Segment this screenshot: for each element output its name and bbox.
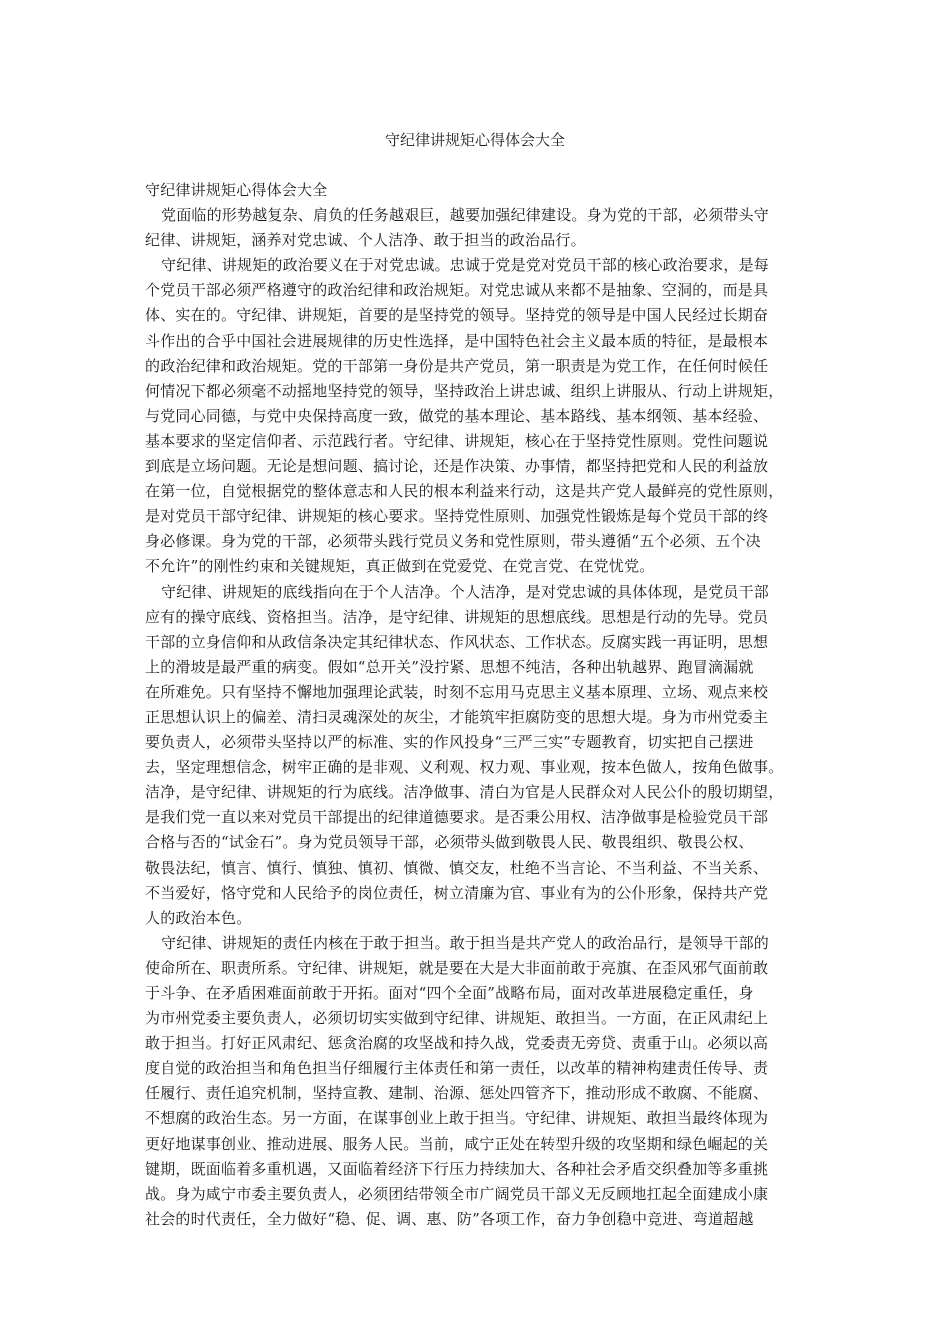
document-body	[145, 178, 805, 1232]
body-line: 使命所在、职责所系。守纪律、讲规矩，就是要在大是大非面前敢于亮旗、在歪风邪气面前敢	[145, 958, 769, 977]
body-line: 党面临的形势越复杂、肩负的任务越艰巨，越要加强纪律建设。身为党的干部，必须带头守	[161, 206, 770, 225]
body-line: 要负责人，必须带头坚持以严的标准、实的作风投身“三严三实”专题教育，切实把自己摆进	[145, 733, 754, 752]
body-line: 应有的操守底线、资格担当。洁净，是守纪律、讲规矩的思想底线。思想是行动的先导。党员	[145, 607, 769, 626]
body-line: 不想腐的政治生态。另一方面，在谋事创业上敢于担当。守纪律、讲规矩、敢担当最终体现为	[145, 1109, 769, 1128]
body-line: 于斗争、在矛盾困难面前敢于开拓。面对“四个全面”战略布局，面对改革进展稳定重任，身	[145, 984, 754, 1002]
body-line: 上的滑坡是最严重的病变。假如“总开关”没拧紧、思想不纯洁，各种出轨越界、跑冒滴漏就	[145, 657, 754, 676]
body-line: 不允许”的刚性约束和关键规矩，真正做到在党爱党、在党言党、在党忧党。	[145, 557, 655, 576]
body-line: 守纪律、讲规矩的政治要义在于对党忠诚。忠诚于党是党对党员干部的核心政治要求，是每	[161, 256, 770, 275]
body-line: 键期，既面临着多重机遇，又面临着经济下行压力持续加大、各种社会矛盾交织叠加等多重挑	[145, 1159, 769, 1178]
body-line: 为市州党委主要负责人，必须切切实实做到守纪律、讲规矩、敢担当。一方面，在正风肃纪上	[145, 1009, 769, 1028]
body-line: 身必修课。身为党的干部，必须带头践行党员义务和党性原则，带头遵循“五个必须、五个决	[145, 532, 761, 551]
body-line: 纪律、讲规矩，涵养对党忠诚、个人洁净、敢于担当的政治品行。	[145, 231, 586, 250]
body-line: 基本要求的坚定信仰者、示范践行者。守纪律、讲规矩，核心在于坚持党性原则。党性问题说	[145, 431, 769, 450]
body-line: 洁净，是守纪律、讲规矩的行为底线。洁净做事、清白为官是人民群众对人民公仆的殷切期望，	[145, 783, 784, 802]
body-line: 敢于担当。打好正风肃纪、惩贪治腐的攻坚战和持久战，党委责无旁贷、责重于山。必须以高	[145, 1034, 769, 1053]
body-line: 不当爱好，恪守党和人民给予的岗位责任，树立清廉为官、事业有为的公仆形象，保持共产党	[145, 883, 769, 902]
body-line: 是我们党一直以来对党员干部提出的纪律道德要求。是否秉公用权、洁净做事是检验党员干部	[145, 808, 769, 827]
body-line: 人的政治本色。	[145, 908, 252, 927]
body-line: 社会的时代责任，全力做好“稳、促、调、惠、防”各项工作，奋力争创稳中竞进、弯道超越	[145, 1209, 754, 1228]
body-line: 守纪律、讲规矩的责任内核在于敢于担当。敢于担当是共产党人的政治品行，是领导干部的	[161, 933, 770, 952]
body-line: 在所难免。只有坚持不懈地加强理论武装，时刻不忘用马克思主义基本原理、立场、观点来校	[145, 682, 769, 701]
body-line: 何情况下都必须毫不动摇地坚持党的领导，坚持政治上讲忠诚、组织上讲服从、行动上讲规矩，	[145, 381, 784, 400]
body-line: 到底是立场问题。无论是想问题、搞讨论，还是作决策、办事情，都坚持把党和人民的利益放	[145, 457, 769, 476]
body-line: 合格与否的“试金石”。身为党员领导干部，必须带头做到敬畏人民、敬畏组织、敬畏公权、	[145, 833, 754, 852]
body-line: 守纪律、讲规矩的底线指向在于个人洁净。个人洁净，是对党忠诚的具体体现，是党员干部	[161, 582, 770, 601]
body-line: 的政治纪律和政治规矩。党的干部第一身份是共产党员，第一职责是为党工作，在任何时候任	[145, 356, 769, 375]
body-line: 体、实在的。守纪律、讲规矩，首要的是坚持党的领导。坚持党的领导是中国人民经过长期奋	[145, 306, 769, 325]
body-line: 去，坚定理想信念，树牢正确的是非观、义利观、权力观、事业观，按本色做人，按角色做事。	[145, 758, 784, 777]
body-line: 度自觉的政治担当和角色担当仔细履行主体责任和第一责任，以改革的精神构建责任传导、责	[145, 1059, 769, 1078]
body-line: 是对党员干部守纪律、讲规矩的核心要求。坚持党性原则、加强党性锻炼是每个党员干部的终	[145, 507, 769, 526]
body-line: 战。身为咸宁市委主要负责人，必须团结带领全市广阔党员干部义无反顾地扛起全面建成小康	[145, 1184, 769, 1203]
body-line: 在第一位，自觉根据党的整体意志和人民的根本利益来行动，这是共产党人最鲜亮的党性原则，	[145, 482, 784, 501]
body-line: 任履行、责任追究机制，坚持宣教、建制、治源、惩处四管齐下，推动形成不敢腐、不能腐、	[145, 1084, 769, 1103]
body-line: 敬畏法纪，慎言、慎行、慎独、慎初、慎微、慎交友，杜绝不当言论、不当利益、不当关系、	[145, 858, 769, 877]
body-line: 与党同心同德，与党中央保持高度一致，做党的基本理论、基本路线、基本纲领、基本经验、	[145, 406, 769, 425]
body-line: 更好地谋事创业、推动进展、服务人民。当前，咸宁正处在转型升级的攻坚期和绿色崛起的关	[145, 1134, 769, 1153]
body-line: 守纪律讲规矩心得体会大全	[145, 181, 328, 199]
document-title: 守纪律讲规矩心得体会大全	[384, 131, 565, 149]
body-line: 正思想认识上的偏差、清扫灵魂深处的灰尘，才能筑牢拒腐防变的思想大堤。身为市州党委主	[145, 707, 769, 726]
body-line: 个党员干部必须严格遵守的政治纪律和政治规矩。对党忠诚从来都不是抽象、空洞的，而是具	[145, 281, 769, 300]
body-line: 干部的立身信仰和从政信条决定其纪律状态、作风状态、工作状态。反腐实践一再证明，思想	[145, 632, 769, 651]
body-line: 斗作出的合乎中国社会进展规律的历史性选择，是中国特色社会主义最本质的特征，是最根本	[145, 331, 769, 350]
